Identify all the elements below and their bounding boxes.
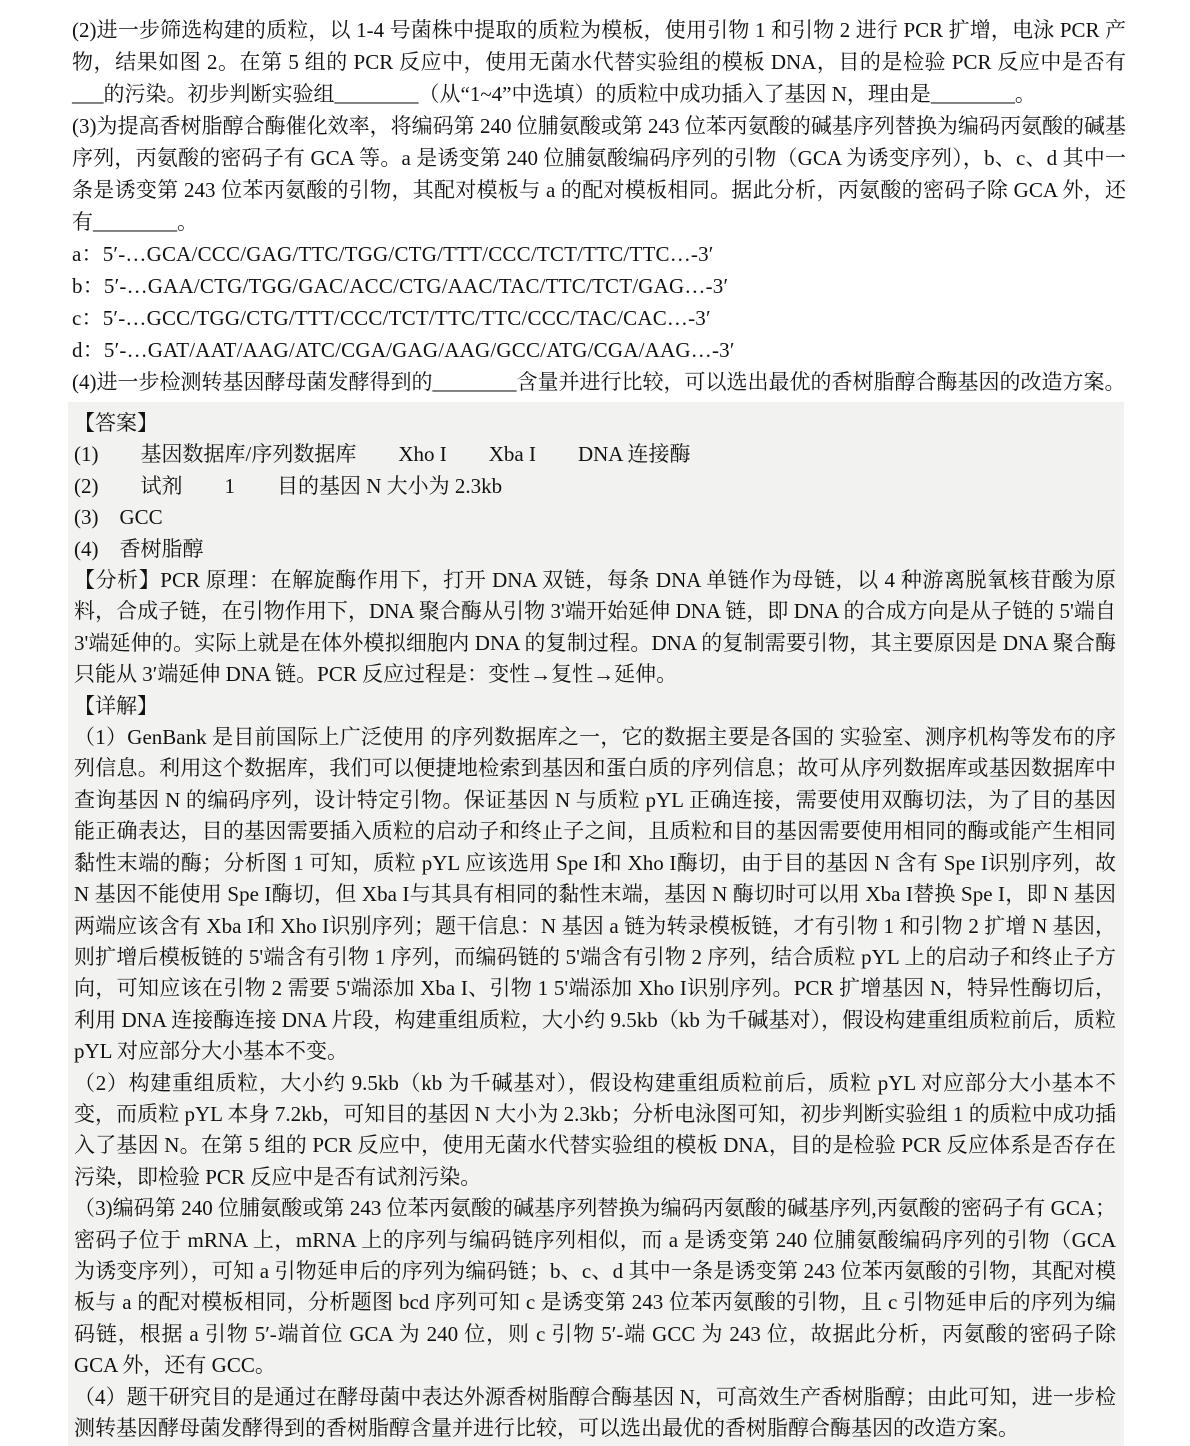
primer-sequence-d: d：5′-…GAT/AAT/AAG/ATC/CGA/GAG/AAG/GCC/ATG/CGA/AAG…-3′ <box>72 338 735 362</box>
answer-row-2: (2) 试剂 1 目的基因 N 大小为 2.3kb <box>74 473 503 498</box>
answer-heading: 【答案】 <box>74 411 158 435</box>
detail-heading: 【详解】 <box>74 693 158 718</box>
primer-sequence-b: b：5′-…GAA/CTG/TGG/GAC/ACC/CTG/AAC/TAC/TTC/TCT/GAG…-3′ <box>72 274 729 298</box>
question-section <box>0 0 1190 402</box>
detail-paragraph-1: （1）GenBank 是目前国际上广泛使用 的序列数据库之一，它的数据主要是各国的 实验室、测序机构等发布的序列信息。利用这个数据库，我们可以便捷地检索到基因和蛋白质的序列信息；故可从序列数据库或基因数据库中查询基因 N 的编码序列，设计特定引物。保证基因 N 与质粒 pYL 正确连接，需要使用双酶切法，为了目的基因能正确表达，目的基因需要插入质粒的启动子和终止子之间，且质粒和目的基因需要使用相同的酶或能产生相同黏性末端的酶；分析图 1 可知，质粒 pYL 应该选用 Spe I和 Xho I酶切，由于目的基因 N 含有 Spe I识别序列，故 N 基因不能使用 Spe I酶切，但 Xba I与其具有相同的黏性末端，基因 N 酶切时可以用 Xba I替换 Spe I，即 N 基因两端应该含有 Xba I和 Xho I识别序列；题干信息：N 基因 a 链为转录模板链，才有引物 1 和引物 2 扩增 N 基因，则扩增后模板链的 5'端含有引物 1 序列，而编码链的 5'端含有引物 2 序列，结合质粒 pYL 上的启动子和终止子方向，可知应该在引物 2 需要 5'端添加 Xba I、引物 1 5'端添加 Xho I识别序列。PCR 扩增基因 N，特异性酶切后，利用 DNA 连接酶连接 DNA 片段，构建重组质粒，大小约 9.5kb（kb 为千碱基对），假设构建重组质粒前后，质粒 pYL 对应部分大小基本不变。 <box>74 725 1116 1064</box>
answer-row-1: (1) 基因数据库/序列数据库 Xho I Xba I DNA 连接酶 <box>74 442 691 467</box>
detail-paragraph-4: （4）题干研究目的是通过在酵母菌中表达外源香树脂醇合酶基因 N，可高效生产香树脂醇；由此可知，进一步检测转基因酵母菌发酵得到的香树脂醇含量并进行比较，可以选出最优的香树脂醇合酶基因的改造方案。 <box>74 1384 1116 1440</box>
analysis-paragraph: 【分析】PCR 原理：在解旋酶作用下，打开 DNA 双链，每条 DNA 单链作为母链，以 4 种游离脱氧核苷酸为原料，合成子链，在引物作用下，DNA 聚合酶从引物 3'端开始延伸 DNA 链，即 DNA 的合成方向是从子链的 5'端自 3'端延伸的。实际上就是在体外模拟细胞内 DNA 的复制过程。DNA 的复制需要引物，其主要原因是 DNA 聚合酶只能从 3′端延伸 DNA 链。PCR 反应过程是：变性→复性→延伸。 <box>74 568 1116 687</box>
detail-paragraph-3: （3)编码第 240 位脯氨酸或第 243 位苯丙氨酸的碱基序列替换为编码丙氨酸的碱基序列,丙氨酸的密码子有 GCA；密码子位于 mRNA 上，mRNA 上的序列与编码链序列相似，而 a 是诱变第 240 位脯氨酸编码序列的引物（GCA 为诱变序列），可知 a 引物延申后的序列为编码链；b、c、d 其中一条是诱变第 243 位苯丙氨酸的引物，其配对模板与 a 的配对模板相同，分析题图 bcd 序列可知 c 是诱变第 243 位苯丙氨酸的引物，且 c 引物延申后的序列为编码链，根据 a 引物 5′-端首位 GCA 为 240 位，则 c 引物 5′-端 GCC 为 243 位，故据此分析，丙氨酸的密码子除 GCA 外，还有 GCC。 <box>74 1196 1116 1378</box>
primer-sequence-c: c：5′-…GCC/TGG/CTG/TTT/CCC/TCT/TTC/TTC/CCC/TAC/CAC…-3′ <box>72 306 711 330</box>
primer-sequence-a: a：5′-…GCA/CCC/GAG/TTC/TGG/CTG/TTT/CCC/TCT/TTC/TTC…-3′ <box>72 242 714 266</box>
answer-explanation-block <box>68 402 1124 1446</box>
question-part-3: (3)为提高香树脂醇合酶催化效率，将编码第 240 位脯氨酸或第 243 位苯丙氨酸的碱基序列替换为编码丙氨酸的碱基序列，丙氨酸的密码子有 GCA 等。a 是诱变第 240 位脯氨酸编码序列的引物（GCA 为诱变序列），b、c、d 其中一条是诱变第 243 位苯丙氨酸的引物，其配对模板与 a 的配对模板相同。据此分析，丙氨酸的密码子除 GCA 外，还有________。 <box>72 114 1126 234</box>
answer-row-4: (4) 香树脂醇 <box>74 536 204 561</box>
question-part-2: (2)进一步筛选构建的质粒，以 1-4 号菌株中提取的质粒为模板，使用引物 1 和引物 2 进行 PCR 扩增，电泳 PCR 产物，结果如图 2。在第 5 组的 PCR 反应中，使用无菌水代替实验组的模板 DNA，目的是检验 PCR 反应中是否有___的污染。初步判断实验组________（从“1~4”中选填）的质粒中成功插入了基因 N，理由是________。 <box>72 18 1126 106</box>
detail-paragraph-2: （2）构建重组质粒，大小约 9.5kb（kb 为千碱基对），假设构建重组质粒前后，质粒 pYL 对应部分大小基本不变，而质粒 pYL 本身 7.2kb，可知目的基因 N 大小为 2.3kb；分析电泳图可知，初步判断实验组 1 的质粒中成功插入了基因 N。在第 5 组的 PCR 反应中，使用无菌水代替实验组的模板 DNA，目的是检验 PCR 反应体系是否存在污染，即检验 PCR 反应中是否有试剂污染。 <box>74 1070 1116 1189</box>
answer-row-3: (3) GCC <box>74 505 163 530</box>
question-part-4: (4)进一步检测转基因酵母菌发酵得到的________含量并进行比较，可以选出最优的香树脂醇合酶基因的改造方案。 <box>72 370 1126 394</box>
